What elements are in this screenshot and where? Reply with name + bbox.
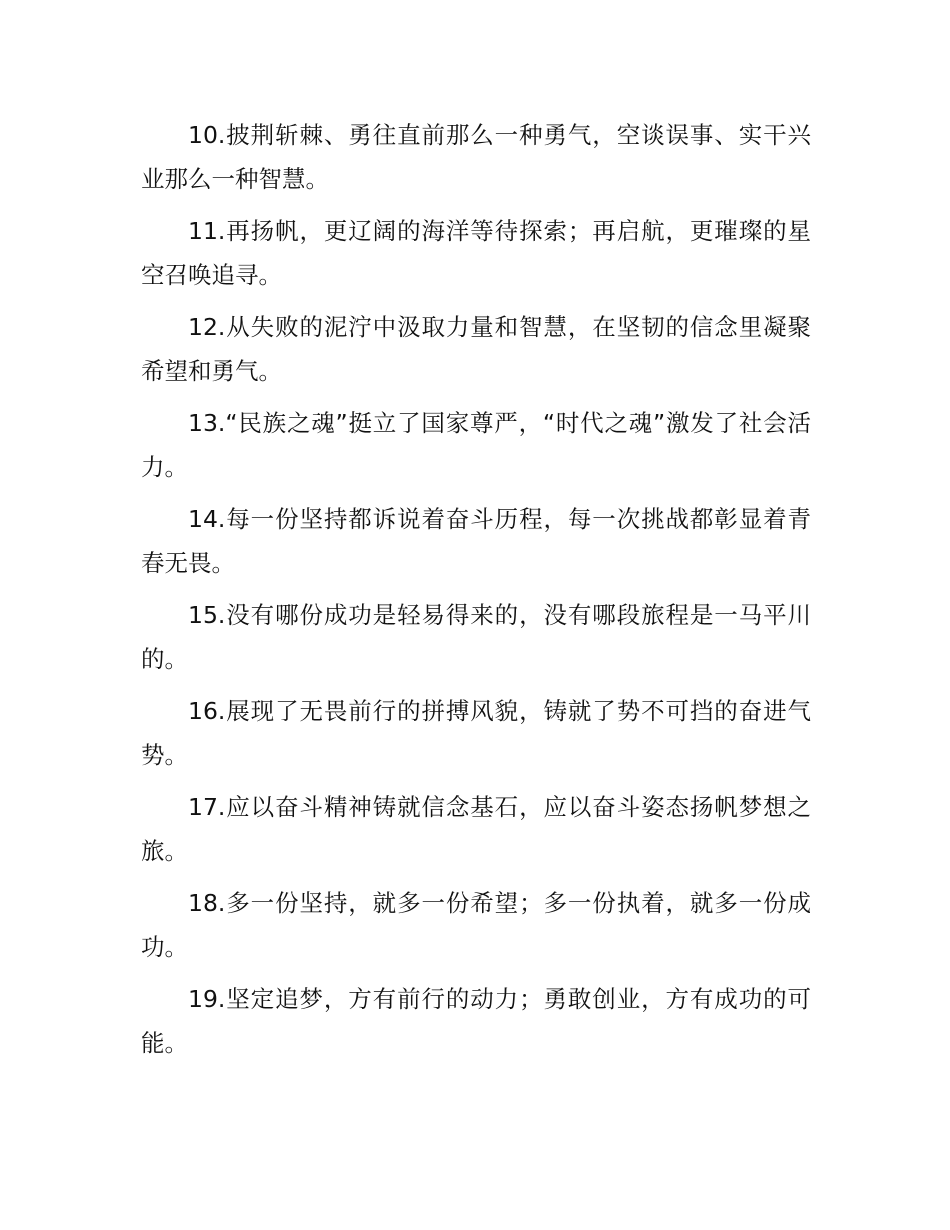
paragraph-17: 17.应以奋斗精神铸就信念基石，应以奋斗姿态扬帆梦想之旅。 — [141, 793, 811, 865]
paragraph-10: 10.披荆斩棘、勇往直前那么一种勇气，空谈误事、实干兴业那么一种智慧。 — [141, 121, 811, 193]
paragraph-19: 19.坚定追梦，方有前行的动力；勇敢创业，方有成功的可能。 — [141, 985, 811, 1057]
paragraph-16: 16.展现了无畏前行的拼搏风貌，铸就了势不可挡的奋进气势。 — [141, 697, 811, 769]
paragraph-18: 18.多一份坚持，就多一份希望；多一份执着，就多一份成功。 — [141, 889, 811, 961]
document-body — [141, 113, 811, 1073]
paragraph-11: 11.再扬帆，更辽阔的海洋等待探索；再启航，更璀璨的星空召唤追寻。 — [141, 217, 811, 289]
paragraph-12: 12.从失败的泥泞中汲取力量和智慧，在坚韧的信念里凝聚希望和勇气。 — [141, 313, 811, 385]
paragraph-15: 15.没有哪份成功是轻易得来的，没有哪段旅程是一马平川的。 — [141, 601, 811, 673]
paragraph-13: 13.“民族之魂”挺立了国家尊严，“时代之魂”激发了社会活力。 — [141, 409, 811, 481]
paragraph-14: 14.每一份坚持都诉说着奋斗历程，每一次挑战都彰显着青春无畏。 — [141, 505, 811, 577]
